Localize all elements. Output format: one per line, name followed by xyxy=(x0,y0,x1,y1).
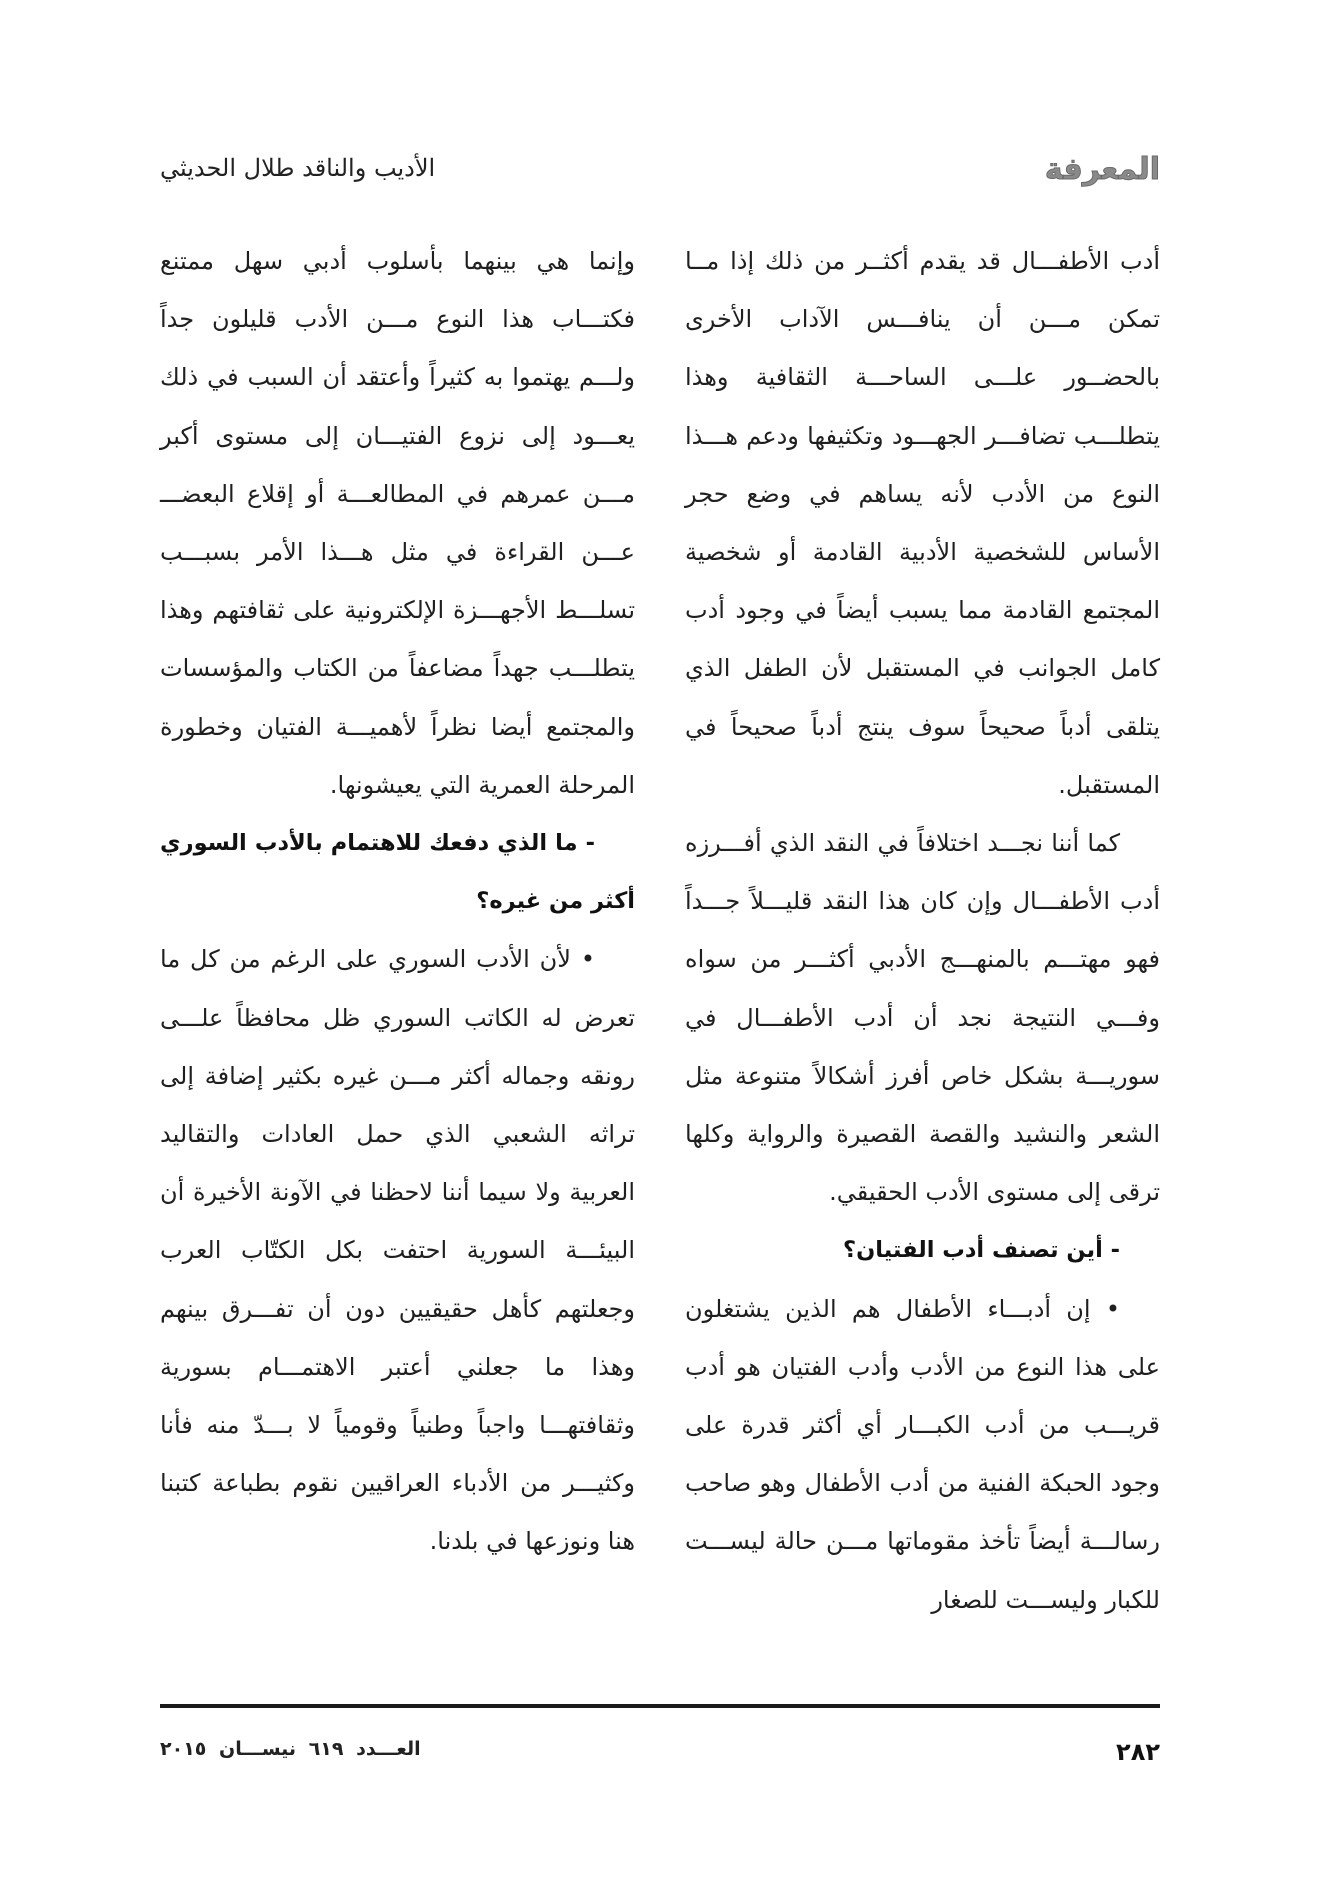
interview-answer: • لأن الأدب السوري على الرغم من كل ما تعرض له الكاتب السوري ظل محافظاً علـــى رونقه وجماله أكثر مـــن غيره بكثير إضافة إلى تراثه الشعبي الذي حمل العادات والتقاليد العربية ولا سيما أننا لاحظنا في الآونة الأخيرة أن البيئـــة السورية احتفت بكل الكتّاب العرب وجعلتهم كأهل حقيقيين دون أن تفـــرق بينهم وهذا ما جعلني أعتبر الاهتمـــام بسورية وثقافتهـــا واجباً وطنياً وقومياً لا بـــدّ منه فأنا وكثيـــر من الأدباء العراقيين نقوم بطباعة كتبنا هنا ونوزعها في بلدنا. xyxy=(160,945,635,1556)
interview-answer: • إن أدبـــاء الأطفال هم الذين يشتغلون على هذا النوع من الأدب وأدب الفتيان هو أدب قريـــب من أدب الكبـــار أي أكثر قدرة على وجود الحبكة الفنية من أدب الأطفال وهو صاحب رسالـــة أيضاً تأخذ مقوماتها مـــن حالة ليســـت للكبار وليســـت للصغار xyxy=(685,1294,1160,1614)
interview-question: - أين تصنف أدب الفتيان؟ xyxy=(843,1237,1120,1264)
running-head: الأديب والناقد طلال الحديثي xyxy=(160,154,436,182)
page-header xyxy=(160,150,1160,196)
interview-question: - ما الذي دفعك للاهتمام بالأدب السوري أكثر من غيره؟ xyxy=(160,830,635,915)
page-number: ٢٨٢ xyxy=(1116,1738,1160,1766)
right-column xyxy=(685,232,1160,1629)
paragraph: وإنما هي بينهما بأسلوب أدبي سهل ممتنع فكتـــاب هذا النوع مـــن الأدب قليلون جداً ولـــم يهتموا به كثيراً وأعتقد أن السبب في ذلك يعـــود إلى نزوع الفتيـــان إلى مستوى أكبر مـــن عمرهم في المطالعـــة أو إقلاع البعضـــ عـــن القراءة في مثل هـــذا الأمر بسبـــب تسلـــط الأجهـــزة الإلكترونية على ثقافتهم وهذا يتطلـــب جهداً مضاعفاً من الكتاب والمؤسسات والمجتمع أيضا نظراً لأهميـــة الفتيان وخطورة المرحلة العمرية التي يعيشونها. xyxy=(160,247,635,799)
paragraph: أدب الأطفـــال قد يقدم أكثــر من ذلك إذا مــا تمكن مـــن أن ينافـــس الآداب الأخرى بالحضــور علـــى الساحـــة الثقافية وهذا يتطلـــب تضافـــر الجهـــود وتكثيفها ودعم هـــذا النوع من الأدب لأنه يساهم في وضع حجر الأساس للشخصية الأدبية القادمة أو شخصية المجتمع القادمة مما يسبب أيضاً في وجود أدب كامل الجوانب في المستقبل لأن الطفل الذي يتلقى أدباً صحيحاً سوف ينتج أدباً صحيحاً في المستقبل. xyxy=(685,247,1160,799)
paragraph: كما أننا نجـــد اختلافاً في النقد الذي أفـــرزه أدب الأطفـــال وإن كان هذا النقد قليـــلاً جـــداً فهو مهتـــم بالمنهـــج الأدبي أكثـــر من سواه وفـــي النتيجة نجد أن أدب الأطفـــال في سوريـــة بشكل خاص أفرز أشكالاً متنوعة مثل الشعر والنشيد والقصة القصيرة والرواية وكلها ترقى إلى مستوى الأدب الحقيقي. xyxy=(685,829,1160,1207)
issue-info: العـــدد ٦١٩ نيســـان ٢٠١٥ xyxy=(160,1738,421,1760)
left-column xyxy=(160,232,635,1571)
magazine-logo: المعرفة xyxy=(1044,152,1160,187)
footer-rule xyxy=(160,1704,1160,1708)
